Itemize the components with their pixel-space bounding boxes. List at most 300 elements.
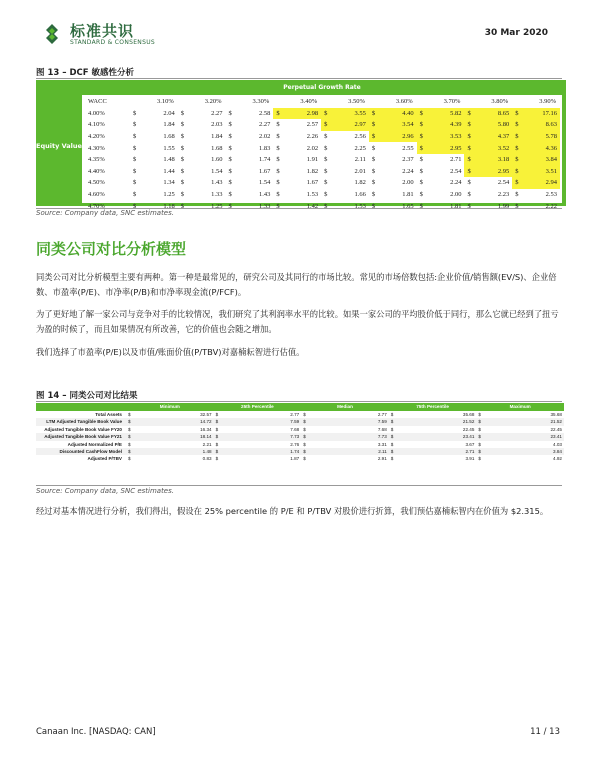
- wacc-value: 4.50%: [88, 179, 105, 187]
- wacc-value: 4.20%: [88, 133, 105, 141]
- metric-value-cell: [476, 418, 564, 425]
- currency-symbol: $: [515, 179, 519, 187]
- cell-value: 2.55: [402, 144, 414, 152]
- cell-value: 2.25: [354, 144, 366, 152]
- currency-symbol: $: [228, 179, 232, 187]
- logo-icon: [40, 22, 64, 46]
- cell-value: 1.83: [258, 144, 271, 152]
- metric-value-cell: [301, 418, 389, 425]
- currency-symbol: $: [478, 412, 481, 417]
- equity-value-cell: [417, 131, 465, 143]
- currency-symbol: $: [324, 121, 328, 129]
- currency-symbol: $: [419, 167, 423, 175]
- metric-value-cell: [301, 455, 389, 462]
- metric-value-cell: [214, 411, 302, 418]
- equity-value-cell: [512, 119, 560, 131]
- cell-value: 2.54: [450, 167, 462, 175]
- equity-value-cell: [464, 189, 512, 201]
- cell-value: 2.27: [211, 109, 223, 117]
- cell-value: 1.81: [450, 202, 462, 210]
- currency-symbol: $: [390, 412, 394, 417]
- currency-symbol: $: [128, 419, 131, 425]
- paragraph-2: 为了更好地了解一家公司与竞争对手的比较情况，我们研究了其利润率水平的比较。如果一家公司的平均股价低于同行，那么它就已经到了扭亏为盈的时候了，而且如果情况有所改善，它的价值也会随之增加。: [36, 309, 559, 334]
- currency-symbol: $: [371, 179, 376, 187]
- equity-value-cell: [321, 131, 369, 143]
- footer-page-number: 11 / 13: [530, 727, 560, 737]
- cell-value: 3.84: [553, 448, 562, 454]
- currency-symbol: $: [133, 121, 137, 129]
- currency-symbol: $: [128, 434, 131, 440]
- currency-symbol: $: [515, 121, 519, 129]
- cell-value: 3.84: [545, 156, 557, 164]
- cell-value: 2.94: [545, 179, 557, 187]
- equity-value-cell: [369, 154, 417, 166]
- currency-symbol: $: [515, 156, 519, 164]
- cell-value: 1.67: [258, 167, 271, 175]
- metric-label: Adjusted Normalized P/E: [36, 441, 126, 448]
- currency-symbol: $: [228, 109, 232, 117]
- cell-value: 3.53: [450, 133, 462, 141]
- currency-symbol: $: [419, 156, 423, 164]
- currency-symbol: $: [390, 441, 394, 447]
- equity-value-cell: [273, 108, 321, 120]
- cell-value: 1.18: [163, 202, 175, 210]
- cell-value: 4.39: [450, 121, 462, 129]
- wacc-value: 4.70%: [88, 202, 105, 210]
- currency-symbol: $: [478, 434, 481, 440]
- currency-symbol: $: [467, 191, 471, 199]
- growth-rate-header: 3.20%: [204, 98, 222, 106]
- cell-value: 1.44: [163, 167, 175, 175]
- cell-value: 35.68: [550, 412, 562, 417]
- metric-value-cell: [301, 448, 389, 455]
- equity-value-cell: [417, 108, 465, 120]
- currency-symbol: $: [467, 121, 471, 129]
- company-logo: [40, 22, 155, 46]
- equity-value-cell: [512, 142, 560, 154]
- equity-value-cell: [273, 154, 321, 166]
- wacc-header: WACC: [88, 98, 107, 106]
- growth-rate-header: 3.60%: [395, 98, 413, 106]
- currency-symbol: $: [371, 109, 376, 117]
- currency-symbol: $: [128, 441, 131, 447]
- cell-value: 2.95: [497, 167, 510, 175]
- equity-value-cell: [369, 131, 417, 143]
- currency-symbol: $: [133, 109, 137, 117]
- metric-value-cell: [214, 441, 302, 448]
- peer-grid: [36, 403, 564, 463]
- currency-symbol: $: [180, 179, 185, 187]
- equity-value-cell: [369, 142, 417, 154]
- cell-value: 2.03: [211, 121, 223, 129]
- currency-symbol: $: [215, 448, 219, 454]
- cell-value: 2.54: [497, 179, 510, 187]
- figure14-rule: [36, 401, 562, 402]
- equity-value-cell: [178, 142, 226, 154]
- currency-symbol: $: [133, 179, 137, 187]
- currency-symbol: $: [228, 144, 232, 152]
- cell-value: 2.00: [402, 179, 414, 187]
- currency-symbol: $: [133, 144, 137, 152]
- cell-value: 2.98: [306, 109, 319, 117]
- equity-value-cell: [417, 142, 465, 154]
- cell-value: 2.91: [377, 456, 387, 462]
- equity-value-cell: [273, 119, 321, 131]
- cell-value: 1.25: [163, 191, 175, 199]
- equity-value-cell: [512, 200, 560, 212]
- cell-value: 2.24: [402, 167, 414, 175]
- cell-value: 2.53: [545, 191, 557, 199]
- equity-value-cell: [321, 119, 369, 131]
- currency-symbol: $: [215, 434, 219, 440]
- currency-symbol: $: [324, 156, 328, 164]
- currency-symbol: $: [228, 156, 232, 164]
- currency-symbol: $: [467, 144, 471, 152]
- currency-symbol: $: [371, 191, 376, 199]
- wacc-value: 4.40%: [88, 167, 105, 175]
- equity-value-cell: [178, 154, 226, 166]
- equity-value-cell: [273, 142, 321, 154]
- currency-symbol: $: [515, 133, 519, 141]
- equity-value-cell: [130, 119, 178, 131]
- percentile-header: Maximum: [476, 403, 564, 411]
- equity-value-cell: [369, 200, 417, 212]
- equity-value-cell: [321, 166, 369, 178]
- equity-value-cell: [130, 154, 178, 166]
- metric-value-cell: [476, 411, 564, 418]
- cell-value: 3.31: [377, 441, 387, 447]
- cell-value: 1.48: [202, 448, 212, 454]
- cell-value: 14.72: [200, 419, 212, 425]
- cell-value: 1.48: [163, 156, 175, 164]
- equity-value-cell: [273, 131, 321, 143]
- currency-symbol: $: [276, 133, 280, 141]
- cell-value: 4.36: [545, 144, 557, 152]
- currency-symbol: $: [276, 167, 280, 175]
- cell-value: 1.68: [211, 144, 223, 152]
- metric-value-cell: [476, 448, 564, 455]
- cell-value: 2.04: [163, 109, 175, 117]
- growth-rate-banner: Perpetual Growth Rate: [283, 84, 361, 91]
- currency-symbol: $: [128, 426, 131, 432]
- cell-value: 4.92: [553, 456, 562, 462]
- currency-symbol: $: [228, 167, 232, 175]
- cell-value: 21.52: [550, 419, 562, 425]
- cell-value: 35.68: [462, 412, 475, 417]
- currency-symbol: $: [419, 191, 423, 199]
- currency-symbol: $: [180, 121, 185, 129]
- currency-symbol: $: [133, 156, 137, 164]
- cell-value: 4.37: [497, 133, 510, 141]
- currency-symbol: $: [133, 202, 137, 210]
- cell-value: 1.87: [290, 456, 300, 462]
- cell-value: 2.24: [450, 179, 462, 187]
- equity-value-cell: [178, 166, 226, 178]
- equity-value-cell: [464, 131, 512, 143]
- currency-symbol: $: [215, 426, 219, 432]
- currency-symbol: $: [390, 434, 394, 440]
- currency-symbol: $: [467, 202, 471, 210]
- metric-value-cell: [126, 418, 214, 425]
- currency-symbol: $: [515, 202, 519, 210]
- equity-value-cell: [226, 177, 274, 189]
- equity-value-cell: [273, 200, 321, 212]
- equity-value-cell: [226, 142, 274, 154]
- metric-value-cell: [389, 418, 477, 425]
- metric-label: LTM Adjusted Tangible Book Value: [36, 418, 126, 425]
- cell-value: 0.83: [202, 456, 212, 462]
- currency-symbol: $: [478, 441, 481, 447]
- cell-value: 7.73: [290, 434, 300, 440]
- wacc-value: 4.35%: [88, 156, 105, 164]
- currency-symbol: $: [215, 412, 219, 417]
- equity-value-cell: [178, 189, 226, 201]
- conclusion-paragraph: 经过对基本情况进行分析，我们得出，假设在 25% percentile 的 P/E 和 P/TBV 对股价进行折算，我们预估嘉楠耘智内在价值为 $2.315。: [36, 506, 549, 516]
- growth-rate-header: 3.30%: [252, 98, 270, 106]
- metric-value-cell: [389, 455, 477, 462]
- currency-symbol: $: [515, 109, 519, 117]
- metric-value-cell: [389, 448, 477, 455]
- currency-symbol: $: [133, 191, 137, 199]
- figure14-bottom-rule: [36, 485, 562, 486]
- currency-symbol: $: [276, 202, 280, 210]
- cell-value: 2.02: [306, 144, 319, 152]
- percentile-header: Median: [301, 403, 389, 411]
- cell-value: 2.23: [497, 191, 510, 199]
- currency-symbol: $: [228, 121, 232, 129]
- growth-rate-header: 3.70%: [443, 98, 461, 106]
- equity-value-cell: [464, 166, 512, 178]
- metric-label: Adjusted Tangible Book Value FY21: [36, 433, 126, 440]
- cell-value: 32.57: [200, 412, 212, 417]
- metric-value-cell: [476, 433, 564, 440]
- figure13-rule: [36, 78, 562, 79]
- cell-value: 2.00: [450, 191, 462, 199]
- currency-symbol: $: [228, 191, 232, 199]
- equity-value-cell: [369, 189, 417, 201]
- currency-symbol: $: [467, 133, 471, 141]
- cell-value: 2.22: [545, 202, 557, 210]
- equity-value-cell: [512, 131, 560, 143]
- currency-symbol: $: [133, 133, 137, 141]
- section-heading: 同类公司对比分析模型: [36, 240, 187, 258]
- currency-symbol: $: [324, 191, 328, 199]
- cell-value: 2.71: [450, 156, 462, 164]
- metric-value-cell: [214, 433, 302, 440]
- equity-value-cell: [417, 119, 465, 131]
- currency-symbol: $: [371, 133, 376, 141]
- percentile-header: Minimum: [126, 403, 214, 411]
- equity-value-cell: [512, 108, 560, 120]
- footer-company: Canaan Inc. [NASDAQ: CAN]: [36, 727, 156, 737]
- currency-symbol: $: [128, 448, 131, 454]
- currency-symbol: $: [371, 121, 376, 129]
- cell-value: 1.34: [163, 179, 175, 187]
- cell-value: 1.43: [258, 191, 271, 199]
- currency-symbol: $: [215, 419, 219, 425]
- equity-value-cell: [417, 189, 465, 201]
- currency-symbol: $: [133, 167, 137, 175]
- currency-symbol: $: [228, 133, 232, 141]
- cell-value: 1.82: [354, 179, 366, 187]
- wacc-value: 4.00%: [88, 109, 105, 117]
- currency-symbol: $: [515, 191, 519, 199]
- currency-symbol: $: [478, 448, 481, 454]
- report-date: 30 Mar 2020: [484, 28, 548, 38]
- cell-value: 8.63: [545, 121, 557, 129]
- cell-value: 3.67: [465, 441, 475, 447]
- metric-value-cell: [389, 426, 477, 433]
- equity-value-cell: [130, 108, 178, 120]
- metric-value-cell: [126, 433, 214, 440]
- currency-symbol: $: [303, 456, 306, 462]
- cell-value: 3.54: [402, 121, 414, 129]
- percentile-header: 25th Percentile: [214, 403, 302, 411]
- cell-value: 1.54: [211, 167, 223, 175]
- equity-value-cell: [512, 154, 560, 166]
- cell-value: 2.37: [402, 156, 414, 164]
- metric-label: Adjusted P/TBV: [36, 455, 126, 462]
- equity-value-cell: [417, 200, 465, 212]
- equity-value-cell: [178, 131, 226, 143]
- cell-value: 2.57: [306, 121, 319, 129]
- equity-value-cell: [464, 119, 512, 131]
- cell-value: 8.65: [497, 109, 510, 117]
- currency-symbol: $: [180, 167, 185, 175]
- currency-symbol: $: [180, 202, 185, 210]
- metric-value-cell: [214, 448, 302, 455]
- metric-value-cell: [476, 441, 564, 448]
- currency-symbol: $: [467, 179, 471, 187]
- equity-value-cell: [321, 177, 369, 189]
- currency-symbol: $: [276, 144, 280, 152]
- cell-value: 22.45: [550, 426, 562, 432]
- cell-value: 7.59: [377, 419, 387, 425]
- cell-value: 3.91: [465, 456, 475, 462]
- currency-symbol: $: [276, 191, 280, 199]
- figure13-source: Source: Company data, SNC estimates.: [36, 209, 174, 217]
- currency-symbol: $: [324, 202, 328, 210]
- equity-value-cell: [369, 166, 417, 178]
- currency-symbol: $: [419, 109, 423, 117]
- cell-value: 1.25: [211, 202, 223, 210]
- wacc-value: 4.60%: [88, 191, 105, 199]
- currency-symbol: $: [390, 456, 394, 462]
- cell-value: 1.99: [497, 202, 510, 210]
- currency-symbol: $: [276, 156, 280, 164]
- equity-value-cell: [178, 177, 226, 189]
- currency-symbol: $: [128, 412, 131, 417]
- currency-symbol: $: [419, 202, 423, 210]
- equity-value-cell: [226, 131, 274, 143]
- metric-value-cell: [214, 426, 302, 433]
- figure14-source: Source: Company data, SNC estimates.: [36, 487, 174, 495]
- metric-label: Adjusted Tangible Book Value FY20: [36, 426, 126, 433]
- wacc-value: 4.10%: [88, 121, 105, 129]
- currency-symbol: $: [390, 448, 394, 454]
- dcf-sensitivity-table: [36, 80, 566, 210]
- wacc-value: 4.30%: [88, 144, 105, 152]
- metric-value-cell: [126, 448, 214, 455]
- cell-value: 1.66: [354, 191, 366, 199]
- cell-value: 1.60: [211, 156, 223, 164]
- cell-value: 5.78: [545, 133, 557, 141]
- figure14-title: 图 14 – 同类公司对比结果: [36, 391, 138, 401]
- equity-value-cell: [512, 166, 560, 178]
- currency-symbol: $: [467, 167, 471, 175]
- currency-symbol: $: [515, 167, 519, 175]
- currency-symbol: $: [303, 441, 306, 447]
- currency-symbol: $: [390, 419, 394, 425]
- currency-symbol: $: [467, 156, 471, 164]
- cell-value: 1.81: [402, 191, 414, 199]
- equity-value-cell: [369, 108, 417, 120]
- cell-value: 3.51: [545, 167, 557, 175]
- currency-symbol: $: [180, 156, 185, 164]
- cell-value: 1.74: [290, 448, 300, 454]
- currency-symbol: $: [515, 144, 519, 152]
- cell-value: 21.52: [462, 419, 475, 425]
- metric-value-cell: [389, 433, 477, 440]
- equity-value-cell: [512, 177, 560, 189]
- cell-value: 17.16: [542, 109, 557, 117]
- equity-value-cell: [130, 166, 178, 178]
- metric-value-cell: [301, 441, 389, 448]
- cell-value: 23.41: [550, 434, 562, 440]
- equity-value-cell: [369, 177, 417, 189]
- metric-value-cell: [126, 441, 214, 448]
- equity-value-cell: [130, 131, 178, 143]
- currency-symbol: $: [276, 179, 280, 187]
- metric-value-cell: [301, 426, 389, 433]
- currency-symbol: $: [419, 144, 423, 152]
- equity-value-cell: [321, 108, 369, 120]
- currency-symbol: $: [419, 179, 423, 187]
- equity-value-cell: [464, 108, 512, 120]
- equity-value-cell: [273, 177, 321, 189]
- dcf-grid: [84, 96, 560, 210]
- cell-value: 1.84: [211, 133, 223, 141]
- cell-value: 4.40: [402, 109, 414, 117]
- equity-value-cell: [130, 189, 178, 201]
- cell-value: 2.97: [354, 121, 366, 129]
- cell-value: 1.55: [163, 144, 175, 152]
- equity-value-cell: [273, 166, 321, 178]
- metric-label: Total Assets: [36, 411, 126, 418]
- equity-value-cell: [321, 189, 369, 201]
- growth-rate-header: 3.80%: [491, 98, 509, 106]
- currency-symbol: $: [478, 426, 481, 432]
- cell-value: 1.54: [258, 179, 271, 187]
- growth-rate-header: 3.90%: [539, 98, 556, 106]
- equity-value-cell: [226, 189, 274, 201]
- paragraph-1: 同类公司对比分析模型主要有两种。第一种是最常见的，研究公司及其同行的市场比较。常见的市场倍数包括:企业价值/销售额(EV/S)、企业倍数、市盈率(P/E)、市净率(P/B)和市净率现金流(P/FCF)。: [36, 272, 557, 297]
- cell-value: 7.73: [377, 434, 387, 440]
- metric-value-cell: [389, 441, 477, 448]
- currency-symbol: $: [390, 426, 394, 432]
- equity-value-label: Equity Value: [36, 142, 82, 150]
- equity-value-cell: [464, 177, 512, 189]
- cell-value: 5.82: [450, 109, 462, 117]
- currency-symbol: $: [324, 133, 328, 141]
- cell-value: 2.76: [290, 441, 300, 447]
- currency-symbol: $: [324, 179, 328, 187]
- metric-value-cell: [301, 433, 389, 440]
- cell-value: 2.77: [290, 412, 300, 417]
- metric-value-cell: [126, 411, 214, 418]
- figure13-title: 图 13 – DCF 敏感性分析: [36, 68, 135, 78]
- cell-value: 2.95: [450, 144, 462, 152]
